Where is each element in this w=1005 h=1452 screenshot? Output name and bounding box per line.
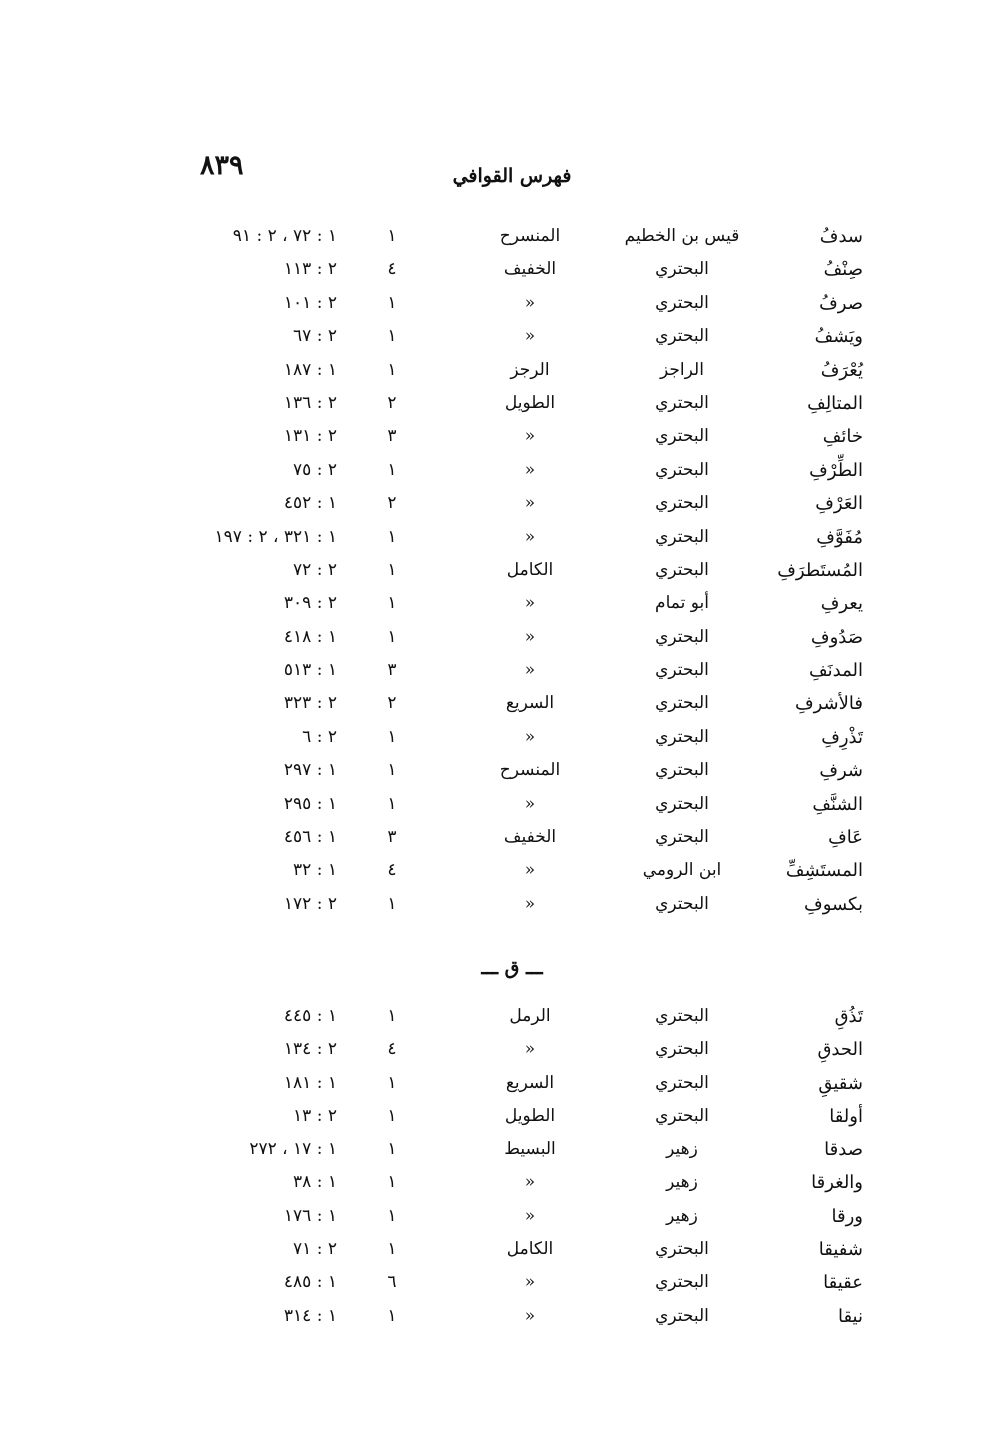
volume-page-reference: ١ : ٤٥٦ — [283, 827, 337, 848]
volume-page-reference: ١ : ٣١٤ — [283, 1305, 337, 1326]
verse-count: ١ — [387, 1305, 397, 1326]
poet-name: البحتري — [655, 1039, 709, 1060]
index-row — [0, 289, 1005, 322]
volume-page-reference: ١ : ٢٩٧ — [283, 760, 337, 781]
poet-name: البحتري — [655, 326, 709, 347]
rhyme-word: صرفُ — [819, 292, 863, 314]
index-row — [0, 1002, 1005, 1035]
section-heading-qaf: ـــ ق ـــ — [481, 957, 543, 979]
rhyme-word: أولقا — [829, 1105, 863, 1127]
poet-name: البحتري — [655, 493, 709, 514]
verse-count: ٣ — [387, 660, 397, 681]
index-row — [0, 389, 1005, 422]
rhyme-word: عقيقا — [823, 1272, 863, 1294]
poet-name: البحتري — [655, 459, 709, 480]
rhyme-word: يعرفِ — [820, 593, 863, 615]
poet-name: البحتري — [655, 626, 709, 647]
volume-page-reference: ١ : ١٧٦ — [283, 1205, 337, 1226]
verse-count: ١ — [387, 1072, 397, 1093]
index-row — [0, 723, 1005, 756]
poet-name: البحتري — [655, 526, 709, 547]
index-row — [0, 422, 1005, 455]
volume-page-reference: ٢ : ٣٠٩ — [283, 593, 337, 614]
rhyme-word: نيقا — [837, 1305, 863, 1327]
verse-count: ٢ — [387, 493, 397, 514]
rhyme-word: صدقا — [824, 1139, 863, 1161]
meter-name: الكامل — [506, 559, 554, 580]
verse-count: ٢ — [387, 693, 397, 714]
volume-page-reference: ٢ : ١١٣ — [283, 259, 337, 280]
meter-name: البسيط — [504, 1139, 556, 1160]
verse-count: ١ — [387, 626, 397, 647]
meter-name: السريع — [505, 693, 555, 714]
index-row — [0, 1102, 1005, 1135]
index-row — [0, 556, 1005, 589]
meter-name: المنسرح — [499, 760, 561, 781]
volume-page-reference: ١ : ٣٨ — [293, 1172, 337, 1193]
meter-name: » — [524, 626, 536, 647]
verse-count: ١ — [387, 1172, 397, 1193]
meter-name: » — [524, 326, 536, 347]
verse-count: ١ — [387, 1239, 397, 1260]
meter-name: الطويل — [504, 1105, 556, 1126]
meter-name: » — [524, 526, 536, 547]
poet-name: البحتري — [655, 827, 709, 848]
poet-name: البحتري — [655, 693, 709, 714]
volume-page-reference: ٢ : ٧٢ — [293, 559, 337, 580]
rhyme-word: تَذْرِفِ — [821, 726, 863, 748]
volume-page-reference: ٢ : ١٣١ — [283, 426, 337, 447]
rhyme-word: ويَشفُ — [814, 326, 863, 348]
rhyme-word: المتالِفِ — [807, 392, 863, 414]
verse-count: ١ — [387, 1205, 397, 1226]
meter-name: الرمل — [509, 1006, 551, 1026]
meter-name: » — [524, 426, 536, 447]
poet-name: البحتري — [655, 1006, 709, 1026]
rhyme-word: فالأشرفِ — [794, 693, 863, 715]
rhyme-index-table-q — [0, 1002, 1005, 1335]
meter-name: » — [524, 292, 536, 313]
verse-count: ٤ — [387, 1039, 397, 1060]
rhyme-word: شرفِ — [819, 760, 863, 782]
verse-count: ٤ — [387, 259, 397, 280]
index-row — [0, 589, 1005, 622]
meter-name: » — [524, 1272, 536, 1293]
index-row — [0, 222, 1005, 255]
rhyme-word: شفيقا — [818, 1239, 863, 1261]
verse-count: ٦ — [387, 1272, 397, 1293]
verse-count: ١ — [387, 559, 397, 580]
volume-page-reference: ٢ : ٦ — [302, 726, 337, 747]
verse-count: ١ — [387, 1006, 397, 1026]
meter-name: » — [524, 893, 536, 914]
verse-count: ١ — [387, 226, 397, 246]
index-row — [0, 1035, 1005, 1068]
poet-name: البحتري — [655, 1272, 709, 1293]
verse-count: ١ — [387, 726, 397, 747]
index-row — [0, 1302, 1005, 1335]
index-row — [0, 856, 1005, 889]
rhyme-word: شقيقِ — [818, 1072, 863, 1094]
verse-count: ١ — [387, 1105, 397, 1126]
meter-name: » — [524, 726, 536, 747]
meter-name: » — [524, 1305, 536, 1326]
index-row — [0, 1069, 1005, 1102]
verse-count: ٢ — [387, 392, 397, 413]
poet-name: الراجز — [660, 359, 704, 380]
poet-name: البحتري — [655, 1072, 709, 1093]
verse-count: ٣ — [387, 426, 397, 447]
poet-name: البحتري — [655, 1305, 709, 1326]
meter-name: الكامل — [506, 1239, 554, 1260]
rhyme-index-table-f — [0, 222, 1005, 923]
verse-count: ٣ — [387, 827, 397, 848]
volume-page-reference: ١ : ٢٩٥ — [283, 793, 337, 814]
volume-page-reference: ٢ : ٦٧ — [293, 326, 337, 347]
rhyme-word: تَذُقِ — [834, 1006, 863, 1027]
meter-name: » — [524, 459, 536, 480]
volume-page-reference: ٢ : ١٠١ — [283, 292, 337, 313]
poet-name: زهير — [666, 1139, 698, 1160]
verse-count: ١ — [387, 459, 397, 480]
index-row — [0, 1202, 1005, 1235]
poet-name: البحتري — [655, 1105, 709, 1126]
volume-page-reference: ٢ : ١٣٦ — [283, 392, 337, 413]
meter-name: الخفيف — [503, 259, 557, 280]
poet-name: زهير — [666, 1172, 698, 1193]
poet-name: البحتري — [655, 726, 709, 747]
rhyme-word: المُستَطرَفِ — [777, 559, 863, 581]
index-row — [0, 523, 1005, 556]
index-row — [0, 1268, 1005, 1301]
rhyme-word: المستَشِفِّ — [785, 860, 863, 882]
rhyme-word: يُعْرَفُ — [820, 359, 863, 381]
volume-page-reference: ١ : ٤٨٥ — [283, 1272, 337, 1293]
rhyme-word: الحدقِ — [817, 1039, 863, 1061]
volume-page-reference: ١ : ١٧ ، ٢٧٢ — [249, 1139, 337, 1160]
meter-name: » — [524, 493, 536, 514]
poet-name: ابن الرومي — [642, 860, 722, 881]
poet-name: قيس بن الخطيم — [624, 226, 740, 246]
index-row — [0, 255, 1005, 288]
volume-page-reference: ١ : ١٨٧ — [283, 359, 337, 380]
rhyme-word: عَافِ — [828, 827, 863, 849]
running-title: فهرس القوافي — [452, 165, 572, 187]
verse-count: ١ — [387, 326, 397, 347]
rhyme-word: صَدُوفِ — [810, 626, 863, 648]
poet-name: البحتري — [655, 559, 709, 580]
index-row — [0, 1235, 1005, 1268]
meter-name: الرجز — [510, 359, 550, 380]
volume-page-reference: ١ : ٤٥٢ — [283, 493, 337, 514]
index-row — [0, 890, 1005, 923]
meter-name: » — [524, 1172, 536, 1193]
meter-name: » — [524, 793, 536, 814]
meter-name: » — [524, 860, 536, 881]
index-row — [0, 322, 1005, 355]
poet-name: البحتري — [655, 760, 709, 781]
poet-name: البحتري — [655, 392, 709, 413]
rhyme-word: صِنْفُ — [823, 259, 863, 281]
index-row — [0, 489, 1005, 522]
rhyme-word: والغرقا — [811, 1172, 863, 1194]
index-row — [0, 1135, 1005, 1168]
index-row — [0, 823, 1005, 856]
verse-count: ١ — [387, 593, 397, 614]
rhyme-word: الطِّرْفِ — [809, 459, 863, 481]
meter-name: » — [524, 1039, 536, 1060]
poet-name: البحتري — [655, 793, 709, 814]
meter-name: » — [524, 660, 536, 681]
index-row — [0, 623, 1005, 656]
rhyme-word: الشنَّفِ — [812, 793, 863, 815]
verse-count: ١ — [387, 893, 397, 914]
verse-count: ١ — [387, 359, 397, 380]
volume-page-reference: ١ : ٤١٨ — [283, 626, 337, 647]
rhyme-word: المدنَفِ — [809, 660, 863, 682]
verse-count: ١ — [387, 292, 397, 313]
meter-name: الخفيف — [503, 827, 557, 848]
verse-count: ١ — [387, 526, 397, 547]
volume-page-reference: ٢ : ١٧٢ — [283, 893, 337, 914]
poet-name: البحتري — [655, 426, 709, 447]
verse-count: ١ — [387, 1139, 397, 1160]
poet-name: البحتري — [655, 660, 709, 681]
poet-name: أبو تمام — [655, 593, 709, 614]
volume-page-reference: ٢ : ٧٥ — [293, 459, 337, 480]
rhyme-word: خائفِ — [822, 426, 863, 448]
volume-page-reference: ١ : ٣٢ — [293, 860, 337, 881]
page-number: ٨٣٩ — [200, 150, 244, 181]
meter-name: » — [524, 1205, 536, 1226]
index-row — [0, 356, 1005, 389]
meter-name: السريع — [505, 1072, 555, 1093]
volume-page-reference: ١ : ٣٢١ ، ٢ : ١٩٧ — [214, 526, 337, 547]
volume-page-reference: ٢ : ١٣٤ — [283, 1039, 337, 1060]
poet-name: البحتري — [655, 893, 709, 914]
verse-count: ١ — [387, 760, 397, 781]
volume-page-reference: ٢ : ٧١ — [293, 1239, 337, 1260]
volume-page-reference: ١ : ٧٢ ، ٢ : ٩١ — [232, 226, 337, 246]
poet-name: زهير — [666, 1205, 698, 1226]
volume-page-reference: ١ : ١٨١ — [283, 1072, 337, 1093]
rhyme-word: العَرْفِ — [815, 493, 863, 515]
meter-name: الطويل — [504, 392, 556, 413]
poet-name: البحتري — [655, 259, 709, 280]
meter-name: المنسرح — [499, 226, 561, 246]
volume-page-reference: ٢ : ٣٢٣ — [283, 693, 337, 714]
poet-name: البحتري — [655, 1239, 709, 1260]
verse-count: ٤ — [387, 860, 397, 881]
index-row — [0, 689, 1005, 722]
volume-page-reference: ١ : ٥١٣ — [283, 660, 337, 681]
poet-name: البحتري — [655, 292, 709, 313]
verse-count: ١ — [387, 793, 397, 814]
rhyme-word: ورقا — [831, 1205, 863, 1227]
index-row — [0, 456, 1005, 489]
rhyme-word: بكسوفِ — [804, 893, 863, 915]
rhyme-word: سدفُ — [819, 226, 863, 247]
index-row — [0, 656, 1005, 689]
rhyme-word: مُفَوَّفِ — [816, 526, 863, 548]
index-row — [0, 756, 1005, 789]
meter-name: » — [524, 593, 536, 614]
index-row — [0, 1168, 1005, 1201]
volume-page-reference: ١ : ٤٤٥ — [283, 1006, 337, 1026]
volume-page-reference: ٢ : ١٣ — [293, 1105, 337, 1126]
index-row — [0, 790, 1005, 823]
